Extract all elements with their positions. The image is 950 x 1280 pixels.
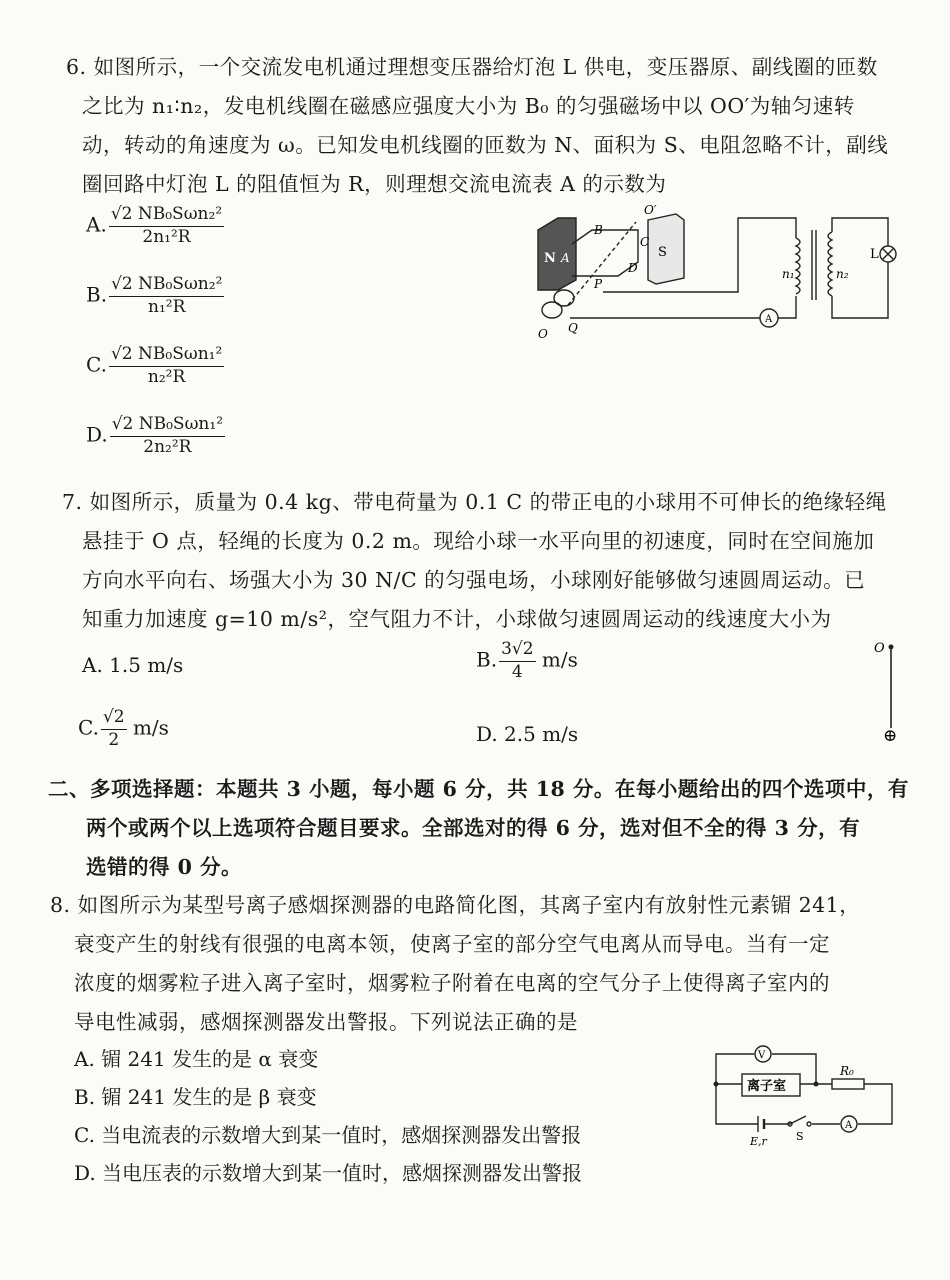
q8-option-b: B. 镅 241 发生的是 β 衰变 (74, 1085, 317, 1109)
q6-line-2: 之比为 n₁∶n₂，发电机线圈在磁感应强度大小为 B₀ 的匀强磁场中以 OO′为轴匀速转 (82, 94, 855, 118)
label-n: N (544, 251, 556, 266)
label-n2: n₂ (836, 267, 849, 281)
q6-option-b: B. $\frac{\text{√2 NB₀Sωn₂²}}{\text{n₁²R}}$ (86, 274, 223, 317)
label-s: S (658, 245, 667, 260)
section2-line-1: 二、多项选择题：本题共 3 小题，每小题 6 分，共 18 分。在每小题给出的四个选项中，有 (48, 777, 909, 801)
resistor-r0-label: R₀ (840, 1064, 854, 1078)
label-ammeter: A (765, 314, 773, 325)
q8-line-3: 浓度的烟雾粒子进入离子室时，烟雾粒子附着在电离的空气分子上使得离子室内的 (74, 971, 830, 995)
q6-option-d: D. $\frac{\text{√2 NB₀Sωn₁²}}{\text{2n₂²R}}$ (86, 414, 224, 457)
section2-line-3: 选错的得 0 分。 (86, 855, 243, 879)
q7-option-b: B. $\frac{3√2}{4}$ m/s (476, 639, 578, 682)
q6-line-1: 6. 如图所示，一个交流发电机通过理想变压器给灯泡 L 供电，变压器原、副线圈的匝数 (66, 55, 878, 79)
q6-line-3: 动，转动的角速度为 ω。已知发电机线圈的匝数为 N、面积为 S、电阻忽略不计，副线 (82, 133, 889, 157)
label-o: O (538, 327, 548, 341)
switch-label: S (796, 1130, 804, 1143)
q8-option-d: D. 当电压表的示数增大到某一值时，感烟探测器发出警报 (74, 1161, 583, 1185)
ion-chamber-label: 离子室 (747, 1079, 787, 1094)
label-lamp: L (870, 247, 879, 262)
q7-option-a: A. 1.5 m/s (82, 653, 184, 677)
q7-line-3: 方向水平向右、场强大小为 30 N/C 的匀强电场，小球刚好能够做匀速圆周运动。已 (82, 568, 866, 592)
label-a: A (561, 251, 570, 265)
q8-line-1: 8. 如图所示为某型号离子感烟探测器的电路简化图，其离子室内有放射性元素镅 241， (50, 893, 861, 917)
label-n1: n₁ (782, 267, 795, 281)
label-b: B (594, 223, 603, 237)
q6-option-a: A. $\frac{\text{√2 NB₀Sωn₂²}}{\text{2n₁²R}}$ (86, 204, 223, 247)
label-q: Q (568, 321, 578, 335)
q8-option-c: C. 当电流表的示数增大到某一值时，感烟探测器发出警报 (74, 1123, 582, 1147)
q8-line-4: 导电性减弱，感烟探测器发出警报。下列说法正确的是 (74, 1010, 578, 1034)
label-o-point: O (874, 641, 885, 656)
q7-option-d: D. 2.5 m/s (476, 722, 579, 746)
q7-line-1: 7. 如图所示，质量为 0.4 kg、带电荷量为 0.1 C 的带正电的小球用不可伸长的绝缘轻绳 (62, 490, 887, 514)
q7-line-4: 知重力加速度 g=10 m/s²，空气阻力不计，小球做匀速圆周运动的线速度大小为 (82, 607, 832, 631)
label-d: D (628, 261, 638, 275)
q8-option-a: A. 镅 241 发生的是 α 衰变 (74, 1047, 319, 1071)
battery-label: E,r (750, 1135, 767, 1148)
q6-option-c: C. $\frac{\text{√2 NB₀Sωn₁²}}{\text{n₂²R}}$ (86, 344, 223, 387)
q6-line-4: 圈回路中灯泡 L 的阻值恒为 R，则理想交流电流表 A 的示数为 (82, 172, 667, 196)
label-c: C (640, 235, 650, 249)
q7-pendulum-figure (868, 634, 908, 749)
q8-line-2: 衰变产生的射线有很强的电离本领，使离子室的部分空气电离从而导电。当有一定 (74, 932, 830, 956)
q7-line-2: 悬挂于 O 点，轻绳的长度为 0.2 m。现给小球一水平向里的初速度，同时在空间施加 (82, 529, 875, 553)
label-p: P (594, 277, 603, 291)
q7-option-c: C. $\frac{√2}{2}$ m/s (78, 707, 169, 750)
label-o-prime: O′ (644, 203, 657, 217)
charged-ball-icon: ⊕ (883, 726, 898, 746)
ammeter-label: A (845, 1120, 853, 1131)
q6-generator-figure (528, 200, 918, 345)
voltmeter-label: V (758, 1050, 766, 1061)
section2-line-2: 两个或两个以上选项符合题目要求。全部选对的得 6 分，选对但不全的得 3 分，有 (86, 816, 861, 840)
q8-circuit-figure (706, 1042, 906, 1150)
